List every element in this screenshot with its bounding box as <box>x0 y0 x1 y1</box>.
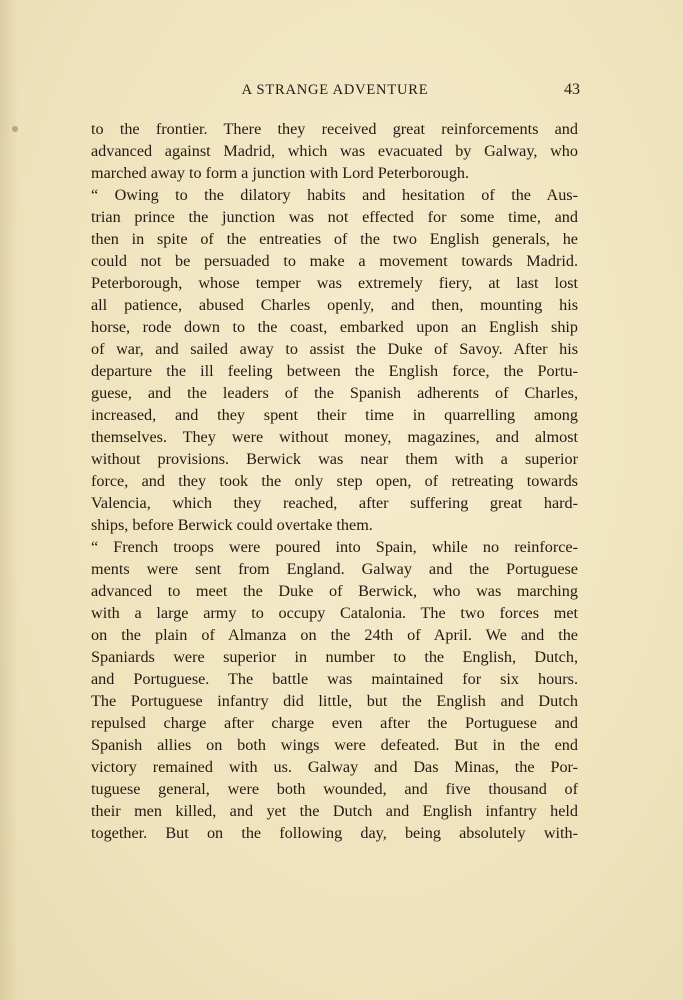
text-line: on the plain of Almanza on the 24th of April. We and the <box>91 626 578 644</box>
text-line: then in spite of the entreaties of the two English generals, he <box>91 230 578 248</box>
text-line: increased, and they spent their time in quarrelling among <box>91 406 578 424</box>
text-line: departure the ill feeling between the English force, the Portu- <box>91 362 578 380</box>
text-line: themselves. They were without money, magazines, and almost <box>91 428 578 446</box>
text-line: Spanish allies on both wings were defeated. But in the end <box>91 736 578 754</box>
text-line: all patience, abused Charles openly, and then, mounting his <box>91 296 578 314</box>
text-line: “ French troops were poured into Spain, while no reinforce- <box>91 538 578 556</box>
text-line: advanced against Madrid, which was evacuated by Galway, who <box>91 142 578 160</box>
page-header <box>90 80 580 100</box>
text-line: advanced to meet the Duke of Berwick, who was marching <box>91 582 578 600</box>
text-line: together. But on the following day, being absolutely with- <box>91 824 578 842</box>
page-number: 43 <box>564 81 580 98</box>
text-line: to the frontier. There they received great reinforcements and <box>91 120 578 138</box>
text-line: horse, rode down to the coast, embarked upon an English ship <box>91 318 578 336</box>
text-line: trian prince the junction was not effected for some time, and <box>91 208 578 226</box>
text-line: repulsed charge after charge even after the Portuguese and <box>91 714 578 732</box>
text-line: Spaniards were superior in number to the English, Dutch, <box>91 648 578 666</box>
text-line: of war, and sailed away to assist the Duke of Savoy. After his <box>91 340 578 358</box>
text-line: tuguese general, were both wounded, and five thousand of <box>91 780 578 798</box>
text-line: with a large army to occupy Catalonia. The two forces met <box>91 604 578 622</box>
text-line: could not be persuaded to make a movement towards Madrid. <box>91 252 578 270</box>
text-line: Peterborough, whose temper was extremely fiery, at last lost <box>91 274 578 292</box>
text-line: force, and they took the only step open, of retreating towards <box>91 472 578 490</box>
text-line: marched away to form a junction with Lord Peterborough. <box>91 164 470 182</box>
paper-speck <box>12 126 18 132</box>
body-text <box>91 118 578 844</box>
text-line: victory remained with us. Galway and Das Minas, the Por- <box>91 758 578 776</box>
text-line: Valencia, which they reached, after suffering great hard- <box>91 494 578 512</box>
text-line: “ Owing to the dilatory habits and hesitation of the Aus- <box>91 186 578 204</box>
text-line: guese, and the leaders of the Spanish adherents of Charles, <box>91 384 578 402</box>
text-line: The Portuguese infantry did little, but the English and Dutch <box>91 692 578 710</box>
text-line: without provisions. Berwick was near them with a superior <box>91 450 578 468</box>
text-line: ships, before Berwick could overtake them. <box>91 516 373 534</box>
page-edge-shadow <box>0 0 18 1000</box>
text-line: their men killed, and yet the Dutch and English infantry held <box>91 802 578 820</box>
text-line: and Portuguese. The battle was maintained for six hours. <box>91 670 578 688</box>
running-head: A STRANGE ADVENTURE <box>241 82 429 98</box>
text-line: ments were sent from England. Galway and the Portuguese <box>91 560 578 578</box>
